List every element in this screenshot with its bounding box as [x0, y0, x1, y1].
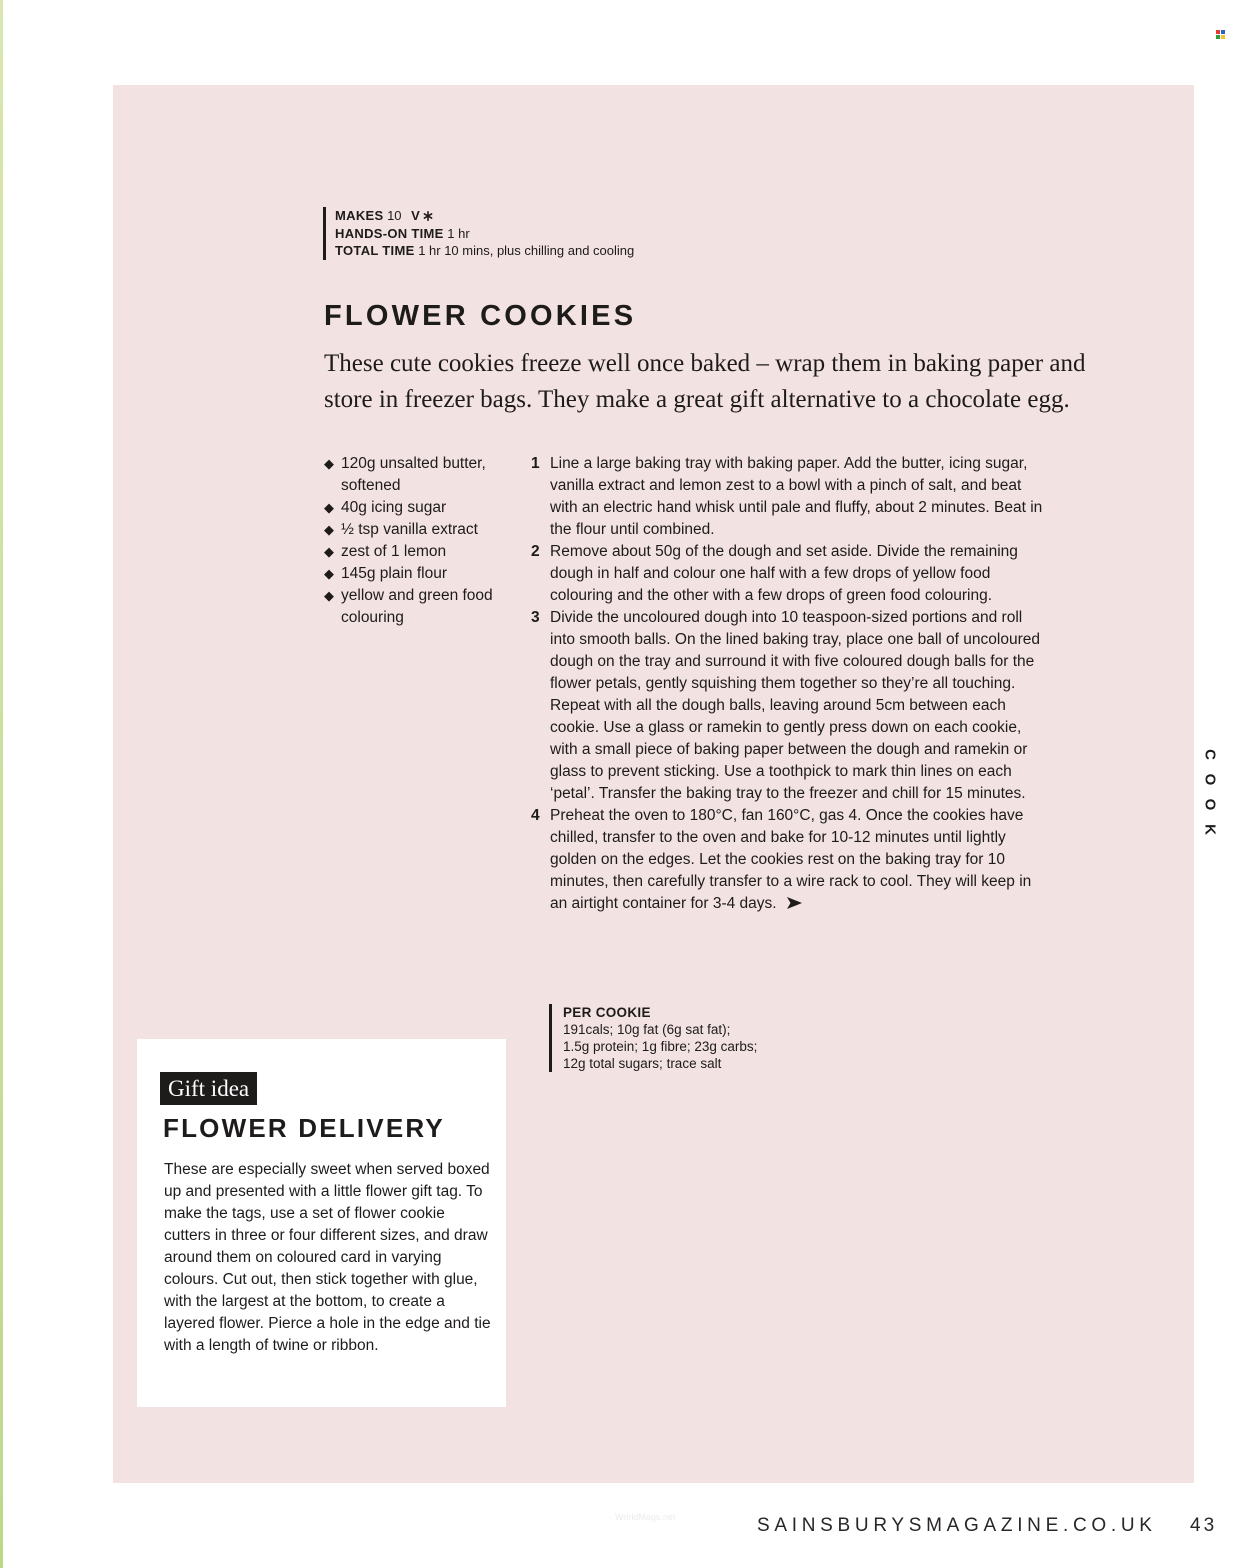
ingredient-item: ◆ 120g unsalted butter, softened [324, 453, 519, 497]
nutrition-line: 191cals; 10g fat (6g sat fat); [563, 1022, 731, 1037]
step-number: 4 [531, 807, 540, 824]
method-step [531, 453, 1051, 541]
nutrition-line: 12g total sugars; trace salt [563, 1056, 722, 1071]
recipe-meta [323, 207, 634, 260]
method-step [531, 607, 1051, 805]
vegetarian-mark: V [411, 208, 420, 223]
method-step [531, 805, 1051, 915]
makes-value: 10 [387, 208, 402, 223]
recipe-intro: These cute cookies freeze well once baked – wrap them in baking paper and store in freezer bags. They make a great gift alternative to a chocolate egg. [324, 350, 1086, 413]
snowflake-icon [423, 211, 433, 221]
section-label-letter: K [1201, 824, 1219, 835]
handson-value: 1 hr [447, 225, 470, 241]
ingredient-item: ◆ 40g icing sugar [324, 497, 519, 519]
gift-idea-box [137, 1039, 506, 1407]
method-step [531, 541, 1051, 607]
handson-line [335, 225, 634, 243]
section-label-cook [1200, 742, 1220, 842]
watermark: WorldMags.net [615, 1512, 676, 1522]
makes-line [335, 207, 634, 225]
total-time-line [335, 242, 634, 260]
handson-label: HANDS-ON TIME [335, 225, 444, 241]
gift-title: FLOWER DELIVERY [163, 1113, 445, 1143]
page-number: 43 [1190, 1515, 1218, 1536]
method-steps [531, 453, 1051, 915]
makes-label: MAKES [335, 208, 384, 223]
step-number: 1 [531, 455, 540, 472]
nutrition-label: PER COOKIE [563, 1005, 651, 1020]
total-time-value: 1 hr 10 mins, plus chilling and cooling [418, 243, 635, 258]
ingredient-item: ◆ zest of 1 lemon [324, 541, 519, 563]
arrow-right-icon [787, 897, 802, 909]
nutrition-info [549, 1004, 757, 1072]
section-label-letter: O [1201, 773, 1219, 786]
total-time-label: TOTAL TIME [335, 243, 415, 258]
step-text: Preheat the oven to 180°C, fan 160°C, gas 4. Once the cookies have chilled, transfer to the oven and bake for 10-12 minutes until lightly golden on the edges. Let the cookies rest on the baking tray for 10 minutes, then carefully transfer to a wire rack to cool. They will keep in an airtight container for 3-4 days. [550, 807, 1032, 912]
section-label-letter: O [1201, 798, 1219, 811]
ingredient-item: ◆ 145g plain flour [324, 563, 519, 585]
footer-website: SAINSBURYSMAGAZINE.CO.UK [757, 1515, 1157, 1536]
step-number: 2 [531, 543, 540, 560]
recipe-title: FLOWER COOKIES [324, 300, 637, 332]
gift-idea-tag: Gift idea [160, 1072, 257, 1105]
step-text: Line a large baking tray with baking paper. Add the butter, icing sugar, vanilla extract and lemon zest to a bowl with a pinch of salt, and beat with an electric hand whisk until pale and fluffy, about 2 minutes. Beat in the flour until combined. [550, 455, 1043, 538]
ingredient-item: ◆ ½ tsp vanilla extract [324, 519, 519, 541]
step-number: 3 [531, 609, 540, 626]
step-text: Remove about 50g of the dough and set aside. Divide the remaining dough in half and colour one half with a few drops of yellow food colouring and the other with a few drops of green food colouring. [550, 543, 1018, 604]
ingredient-item: ◆ yellow and green food colouring [324, 585, 519, 629]
gift-text: These are especially sweet when served boxed up and presented with a little flower gift tag. To make the tags, use a set of flower cookie cutters in three or four different sizes, and draw around them on coloured card in varying colours. Cut out, then stick together with glue, with the largest at the bottom, to create a layered flower. Pierce a hole in the edge and tie with a length of twine or ribbon. [164, 1161, 491, 1354]
page-edge-strip [0, 0, 3, 1568]
ingredients-list [324, 453, 519, 629]
registration-mark-icon [1216, 30, 1225, 39]
section-label-letter: C [1201, 749, 1219, 760]
nutrition-line: 1.5g protein; 1g fibre; 23g carbs; [563, 1039, 758, 1054]
step-text: Divide the uncoloured dough into 10 teaspoon-sized portions and roll into smooth balls. On the lined baking tray, place one ball of uncoloured dough on the tray and surround it with five coloured dough balls for the flower petals, gently squishing them together so they’re all touching. Repeat with all the dough balls, leaving around 5cm between each cookie. Use a glass or ramekin to gently press down on each cookie, with a small piece of baking paper between the dough and ramekin or glass to prevent sticking. Use a toothpick to mark thin lines on each ‘petal’. Transfer the baking tray to the freezer and chill for 15 minutes. [550, 609, 1040, 802]
